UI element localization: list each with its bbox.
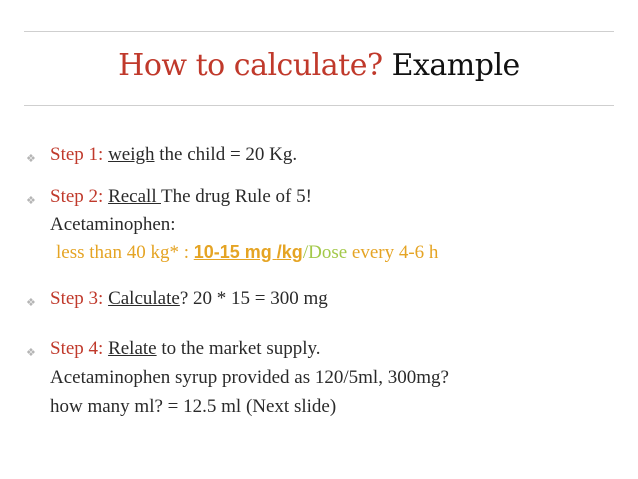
step-3-label: Step 3: <box>50 288 104 309</box>
step-4-answer: how many ml? = 12.5 ml (Next slide) <box>50 396 337 417</box>
slide-title <box>0 48 638 83</box>
dose-per-dose: /Dose <box>302 242 348 263</box>
step-4-syrup: Acetaminophen syrup provided as 120/5ml, 300mg? <box>50 367 449 388</box>
title-divider <box>24 105 614 106</box>
step-2-text: The drug Rule of 5! <box>161 186 312 207</box>
dose-mg: 10-15 mg <box>193 242 277 262</box>
step-2-line <box>50 186 312 208</box>
dose-frequency: every 4-6 h <box>347 242 439 263</box>
step-2-verb: Recall <box>108 186 161 207</box>
step-3-line <box>50 288 328 310</box>
title-question: How to calculate? <box>118 48 383 83</box>
step-2-drug: Acetaminophen: <box>50 214 176 235</box>
dose-weight-limit: less than 40 kg* : <box>56 242 194 263</box>
step-4-line <box>50 338 321 360</box>
step-3-verb: Calculate <box>108 288 180 309</box>
step-2-dose-line <box>56 242 438 264</box>
bullet-icon: ❖ <box>26 153 36 165</box>
step-1-line <box>50 144 297 166</box>
top-divider <box>24 31 614 32</box>
title-example: Example <box>391 48 520 83</box>
dose-per-kg: /kg <box>276 242 303 262</box>
step-4-text: to the market supply. <box>156 338 321 359</box>
step-4-label: Step 4: <box>50 338 104 359</box>
step-1-label: Step 1: <box>50 144 104 165</box>
bullet-icon: ❖ <box>26 347 36 359</box>
step-3-text: ? 20 * 15 = 300 mg <box>179 288 328 309</box>
step-2-label: Step 2: <box>50 186 104 207</box>
step-1-text: the child = 20 Kg. <box>154 144 298 165</box>
bullet-icon: ❖ <box>26 195 36 207</box>
step-4-verb: Relate <box>108 338 157 359</box>
bullet-icon: ❖ <box>26 297 36 309</box>
step-1-verb: weigh <box>108 144 155 165</box>
